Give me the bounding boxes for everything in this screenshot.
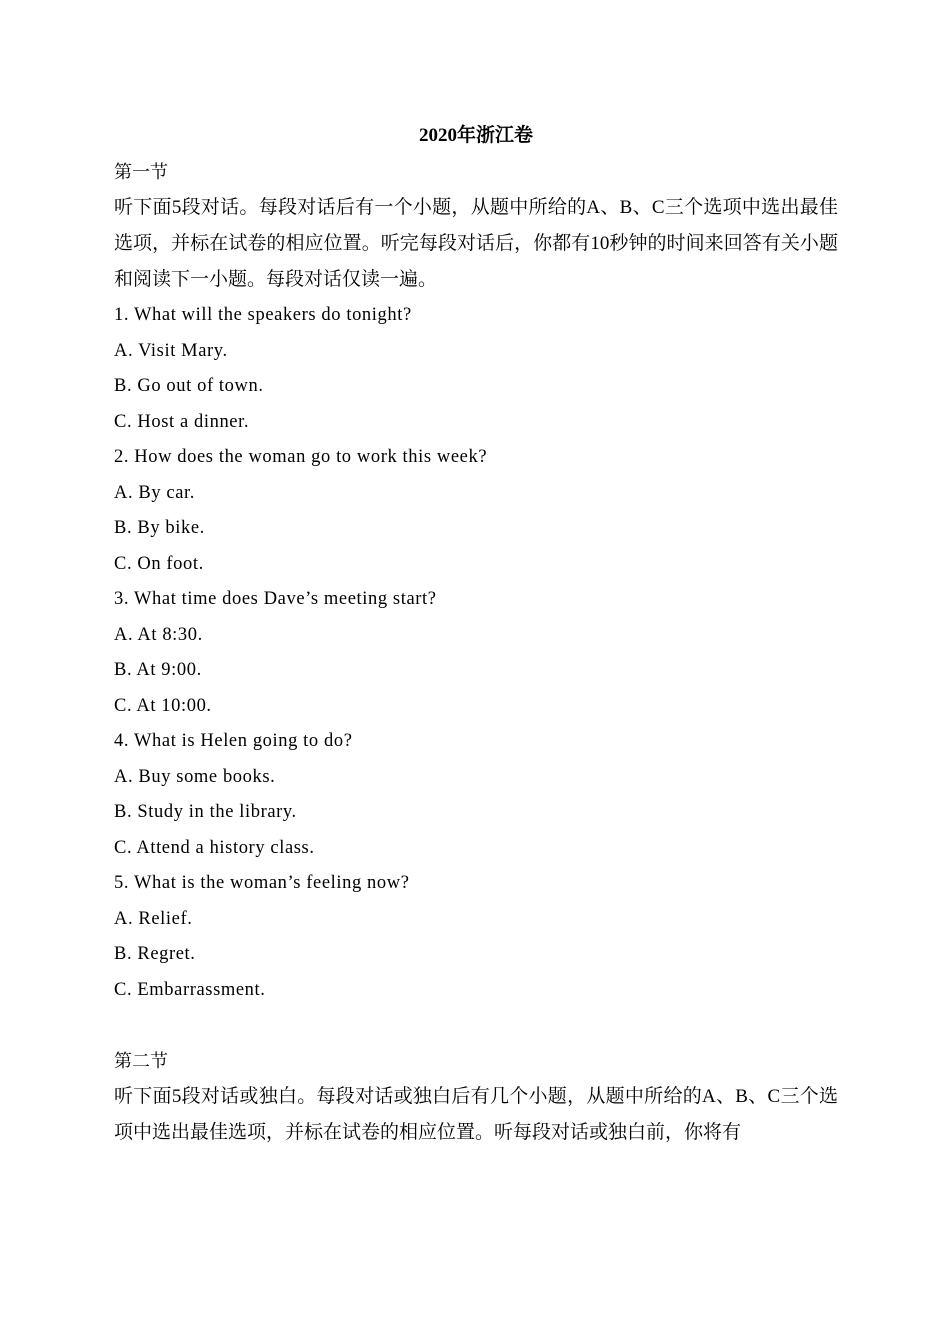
question-1: 1. What will the speakers do tonight? — [114, 305, 412, 325]
question-2-option-b: B. By bike. — [114, 518, 205, 538]
question-1-option-b: B. Go out of town. — [114, 376, 264, 396]
question-2: 2. How does the woman go to work this week? — [114, 447, 488, 467]
question-3-option-b: B. At 9:00. — [114, 660, 202, 680]
question-2-option-c: C. On foot. — [114, 553, 204, 574]
question-block — [114, 440, 838, 582]
question-5-option-a: A. Relief. — [114, 908, 193, 929]
section-2-instructions: 听下面5段对话或独白。每段对话或独白后有几个小题，从题中所给的A、B、C三个选项中选出最佳选项，并标在试卷的相应位置。听每段对话或独白前，你将有 — [114, 1086, 838, 1143]
question-5-option-b: B. Regret. — [114, 944, 196, 964]
question-1-option-a: A. Visit Mary. — [114, 340, 228, 361]
question-4-option-a: A. Buy some books. — [114, 766, 276, 787]
section-2-label: 第二节 — [114, 1051, 168, 1071]
section-spacer — [114, 1008, 838, 1043]
question-block — [114, 298, 838, 440]
question-3-option-c: C. At 10:00. — [114, 695, 212, 716]
section-1 — [114, 154, 838, 1008]
section-1-label: 第一节 — [114, 162, 168, 182]
question-block — [114, 582, 838, 724]
question-3: 3. What time does Dave’s meeting start? — [114, 589, 437, 609]
question-4-option-b: B. Study in the library. — [114, 802, 297, 822]
question-5-option-c: C. Embarrassment. — [114, 979, 266, 1000]
document-page — [114, 118, 838, 1151]
question-block — [114, 866, 838, 1008]
question-4: 4. What is Helen going to do? — [114, 731, 353, 751]
question-4-option-c: C. Attend a history class. — [114, 837, 315, 858]
section-1-instructions: 听下面5段对话。每段对话后有一个小题，从题中所给的A、B、C三个选项中选出最佳选项，并标在试卷的相应位置。听完每段对话后，你都有10秒钟的时间来回答有关小题和阅读下一小题。每段对话仅读一遍。 — [114, 197, 838, 290]
question-3-option-a: A. At 8:30. — [114, 624, 203, 645]
document-title: 2020年浙江卷 — [418, 125, 533, 146]
question-1-option-c: C. Host a dinner. — [114, 411, 250, 432]
question-2-option-a: A. By car. — [114, 482, 196, 503]
section-2 — [114, 1043, 838, 1151]
question-block — [114, 724, 838, 866]
question-5: 5. What is the woman’s feeling now? — [114, 873, 410, 893]
